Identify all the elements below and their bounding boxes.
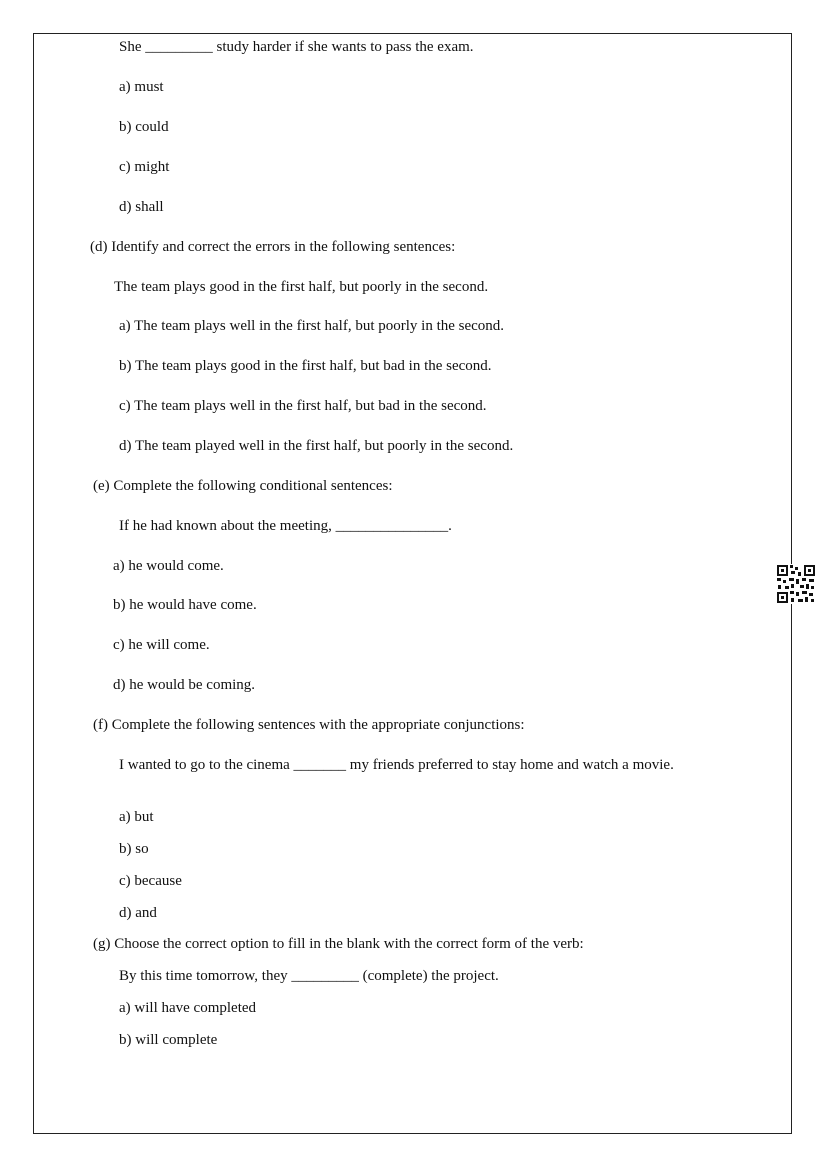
- question-d-option-d: d) The team played well in the first half, but poorly in the second.: [119, 438, 514, 454]
- question-e-option-b: b) he would have come.: [113, 597, 257, 613]
- question-g-option-b: b) will complete: [119, 1032, 218, 1048]
- question-c-option-c: c) might: [119, 159, 170, 175]
- question-f-option-d: d) and: [119, 905, 157, 921]
- question-d-option-a: a) The team plays well in the first half, but poorly in the second.: [119, 318, 505, 334]
- question-e-option-d: d) he would be coming.: [113, 677, 256, 693]
- question-c-option-b: b) could: [119, 119, 169, 135]
- question-e-sentence: If he had known about the meeting, _______________.: [119, 518, 452, 534]
- question-d-heading: (d) Identify and correct the errors in the following sentences:: [90, 239, 456, 255]
- question-e-option-a: a) he would come.: [113, 558, 224, 574]
- question-f-option-a: a) but: [119, 809, 154, 825]
- question-e-heading: (e) Complete the following conditional sentences:: [93, 478, 393, 494]
- question-e-option-c: c) he will come.: [113, 637, 210, 653]
- question-d-sentence: The team plays good in the first half, but poorly in the second.: [114, 279, 489, 295]
- question-g-heading: (g) Choose the correct option to fill in the blank with the correct form of the verb:: [93, 936, 584, 952]
- question-g-sentence: By this time tomorrow, they _________ (complete) the project.: [119, 968, 499, 984]
- question-c-stem: She _________ study harder if she wants to pass the exam.: [119, 39, 474, 55]
- question-c-option-a: a) must: [119, 79, 164, 95]
- question-d-option-b: b) The team plays good in the first half, but bad in the second.: [119, 358, 492, 374]
- question-f-sentence: I wanted to go to the cinema _______ my friends preferred to stay home and watch a movie.: [119, 757, 674, 773]
- question-g-option-a: a) will have completed: [119, 1000, 257, 1016]
- qr-code-icon: [776, 564, 816, 604]
- question-c-option-d: d) shall: [119, 199, 164, 215]
- question-f-option-b: b) so: [119, 841, 149, 857]
- question-d-option-c: c) The team plays well in the first half, but bad in the second.: [119, 398, 487, 414]
- question-f-heading: (f) Complete the following sentences with the appropriate conjunctions:: [93, 717, 525, 733]
- question-f-option-c: c) because: [119, 873, 182, 889]
